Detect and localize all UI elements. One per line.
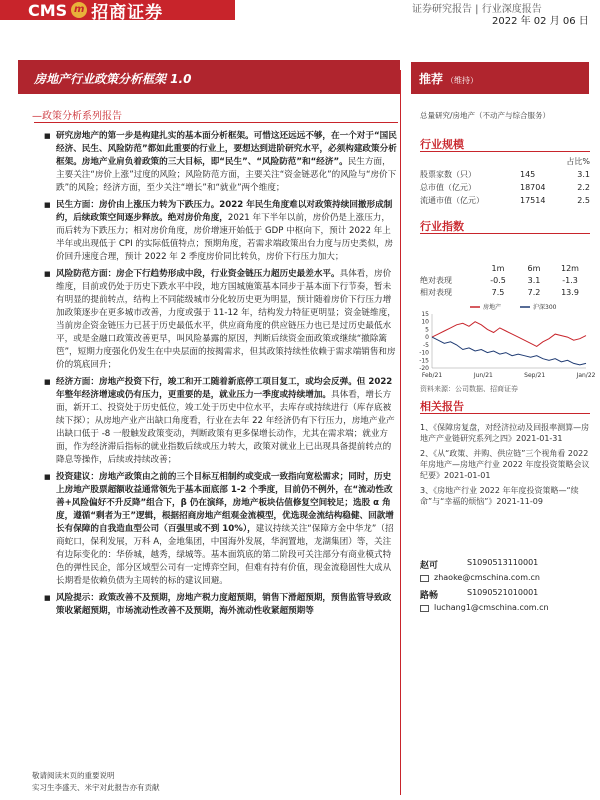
paragraph-5-bold: 投资建议：房地产政策由之前的三个目标互相制约或变成一致指向宽松需求；同时，历史上房地产股票超额收益通常领先于基本面底部 1-2 个季度，目前仍不例外，在“流动性改善+风险偏好不升反降”组合下，β 仍在演绎，房地产板块估值修复空间较足；选股 α 角度，遵循“剩者为王”逻辑，根据招商房地产组观金流模型，优选现金流结构稳健、回款增长有保障的自我造血型公司（百强里或不到 10%）， (56, 472, 394, 534)
scale-title: 行业规模 (420, 138, 464, 151)
paragraph-3-text: 具体看，房价维度，目前或仍处于历史下跌水平中段，地方国城施策基本同步于基本面下行节奏，暂未有明显的提前转点，结构上不同能级城市分化较历史更为明显，预计随着房价下行压力增加政策逐步在更多城市改善，力度或强于 11-12 年，结构发力特征更明显；资金链维度，当前房企资金链压力已甚于历史最低水平，供应商角度的供应链压力也已是过历史最低水平，或是金融口政策改善更早，叫风险暴露的原因，判断后续资金面政策或继续“撤除篱笆”，短期力度强化仍发生在中央层面的按揭需求，但其政策持续性依赖于需求端销售和房价的筑底回升； (56, 269, 396, 370)
footer-credit: 实习生李盛天、米宇对此报告亦有贡献 (32, 783, 160, 792)
index-chart (410, 302, 596, 382)
index-value: 7.5 (491, 287, 505, 297)
footer-notice: 敬请阅读末页的重要说明 (32, 771, 115, 780)
y-tick-label: -5 (423, 341, 429, 349)
y-tick-label: 5 (425, 326, 429, 334)
analyst-cert: S1090513110001 (467, 558, 539, 567)
analyst-email[interactable]: zhaoke@cmschina.com.cn (434, 573, 540, 582)
rating-band (411, 62, 589, 94)
report-type: 证券研究报告 | 行业深度报告 (412, 4, 542, 15)
related-item[interactable]: 3、《房地产行业 2022 年年度投资策略—“续命”与“幸福的烦恼”》2021-11-09 (420, 486, 579, 506)
index-value: 7.2 (527, 287, 541, 297)
index-divider (420, 233, 590, 234)
report-header (0, 0, 600, 40)
subtitle-divider (34, 122, 398, 123)
paragraph-4-bold: 经济方面：房地产投资下行，竣工和开工随着新底停工项目复工，或均会反弹。但 2022 年整年经济增速或仍有压力，更重要的是，就业压力一季度或持续增加。 (56, 377, 393, 400)
chart-source: 资料来源：公司数据、招商证券 (420, 385, 518, 393)
scale-value: 17514 (520, 196, 546, 205)
related-divider (420, 413, 590, 414)
mail-icon (420, 605, 429, 612)
index-name: 相对表现 (420, 287, 452, 297)
scale-value: 18704 (520, 183, 546, 192)
logo-latin: CMS (28, 0, 68, 20)
y-tick-label: 10 (421, 318, 429, 326)
scale-share: 2.2 (577, 183, 590, 192)
logo-cn: 招商证券 (91, 2, 164, 23)
paragraph-1-text: 民生方面，主要关注“房价上涨”过度的风险；风险防范方面，主要关注“资金链恶化”的风险与“房价下跌”的风险；经济方面，至少关注“增长”和“就业”两个维度； (56, 157, 397, 193)
paragraph-2 (42, 199, 398, 264)
report-title: 房地产行业政策分析框架 1.0 (34, 72, 192, 86)
paragraph-1 (42, 130, 398, 195)
footer (32, 770, 160, 794)
paragraph-5 (42, 471, 398, 588)
scale-row (420, 194, 590, 207)
index-value: 13.9 (561, 287, 579, 297)
scale-divider (420, 151, 590, 152)
paragraph-4 (42, 376, 398, 467)
y-tick-label: -10 (419, 349, 429, 357)
index-value: -0.5 (490, 275, 506, 285)
analyst-email[interactable]: luchang1@cmschina.com.cn (434, 603, 549, 612)
y-tick-label: 15 (421, 311, 429, 318)
index-value: 3.1 (527, 275, 541, 285)
scale-table (420, 156, 590, 207)
paragraph-5-text: 建议持续关注“保障方金中华龙”（招商蛇口，保利发展，万科 A，金地集团，中国海外发展，华润置地，龙湖集团）等，关注有边际变化的：华侨城，越秀，绿城等。基本面筑底的第二阶段可关注部分有商业模式特色的弹性民企，部分区域型公司有一定博弈空间，但难有持有价值，现金流稳固性大成从长期看是依赖负债为主周转的标的建议回避。 (56, 524, 394, 586)
x-tick-label: Feb/21 (421, 372, 443, 379)
related-item[interactable]: 2、《从“政策、并购、供应链”三个视角看 2022 年房地产—房地产行业 2022 年度投资策略会议纪要》2021-01-01 (420, 449, 590, 480)
scale-row (420, 168, 590, 181)
scale-header: 占比% (566, 157, 590, 166)
paragraph-1-bold: 研究房地产的第一步是构建扎实的基本面分析框架。可惜这还远远不够，在一个对于“国民经济、民生、风险防范”都如此重要的行业上，要想达到进阶研究水平，必须构建政策分析框架。房地产业肩负着政策的三大目标，即“民生”、“风险防范”和“经济”。 (56, 131, 397, 167)
index-row (420, 286, 590, 298)
analyst-name: 赵可 (420, 561, 439, 571)
x-tick-label: Jan/22 (576, 372, 596, 379)
analyst-path: 总量研究/房地产（不动产与综合服务） (420, 111, 551, 120)
related-list (420, 422, 590, 511)
index-header-cell: 1m (491, 263, 505, 273)
legend-label: 房地产 (483, 304, 502, 311)
title-band (18, 60, 400, 94)
scale-row (420, 181, 590, 194)
y-tick-label: -20 (419, 365, 429, 372)
analyst-cert: S1090521010001 (467, 588, 539, 597)
rating (419, 70, 478, 87)
related-title: 相关报告 (420, 400, 464, 413)
logo-mark-icon: m (71, 2, 87, 18)
report-body (42, 130, 398, 622)
index-header-row (420, 262, 590, 274)
rating-note: （维持） (446, 76, 479, 85)
y-tick-label: -15 (419, 357, 429, 365)
paragraph-3 (42, 268, 398, 372)
report-subtitle: —政策分析系列报告 (32, 111, 122, 122)
scale-name: 股票家数（只） (420, 170, 476, 179)
x-tick-label: Jun/21 (473, 372, 493, 379)
paragraph-4-text: 具体看，增长方面，新开工、投资处于历史低位，竣工处于历史中位水平，去库存或持续进行（库存底被续下探）；从房地产业产出缺口角度看，行业在去年 22 年经济仍有下行压力，房地产业产出缺口低于 -8 一般触发政策变动，判断政策有更多保增长动作，尤其在需求端；就业方面，作为经济滞后指标的就业指数后续或压力转大，政策对就业上已出现具备提前转点的降息等操作，后续或持续改善； (56, 390, 395, 465)
index-header-cell: 12m (561, 263, 579, 273)
column-divider (400, 70, 401, 795)
series-line-1 (432, 322, 586, 347)
scale-share: 3.1 (577, 170, 590, 179)
index-name: 绝对表现 (420, 275, 452, 285)
index-value: -1.3 (562, 275, 578, 285)
series-line-2 (432, 337, 586, 365)
paragraph-6-bold: 风险提示：政策改善不及预期，房地产税力度超预期，销售下滑超预期，预售监管导致政策收紧超预期，市场流动性改善不及预期，海外流动性收紧超预期等 (56, 593, 392, 616)
analyst-name: 路畅 (420, 591, 439, 601)
mail-icon (420, 575, 429, 582)
legend-label: 沪深300 (533, 304, 557, 311)
index-table (420, 262, 590, 298)
rating-value: 推荐 (419, 72, 444, 86)
report-date: 2022 年 02 月 06 日 (492, 16, 589, 27)
related-item[interactable]: 1、《保障房复盘，对经济拉动及回报率测算—房地产产业链研究系列之四》2021-01-31 (420, 423, 590, 443)
paragraph-6 (42, 592, 398, 618)
scale-name: 总市值（亿元） (420, 183, 476, 192)
scale-share: 2.5 (577, 196, 590, 205)
index-header-cell: 6m (527, 263, 541, 273)
y-tick-label: 0 (425, 334, 429, 342)
scale-value: 145 (520, 170, 536, 179)
x-tick-label: Sep/21 (524, 372, 546, 379)
index-row (420, 274, 590, 286)
cms-logo (28, 0, 164, 23)
paragraph-2-text: 2021 年下半年以前，房价仍是上涨压力，而后转为下跌压力；相对房价角度，房价增速开始低于 GDP 中枢向下，预计 2022 年上半年或出现低于 CPI 的实际低值特点；预期角度，若需求端政策出台力度与历史类似，房价回升速度合理，预计 2022 年 2 季度房价同比转负，房价下行压力加大； (56, 213, 394, 262)
paragraph-2-bold: 民生方面：房价由上涨压力转为下跌压力。2022 年民生角度难以对政策持续回撤形成制约，后续政策空间逐步释放。绝对房价角度， (56, 200, 393, 223)
index-title: 行业指数 (420, 220, 464, 233)
paragraph-3-bold: 风险防范方面：房企下行趋势形成中段，行业资金链压力超历史最差水平。 (56, 269, 340, 279)
scale-name: 流通市值（亿元） (420, 196, 484, 205)
